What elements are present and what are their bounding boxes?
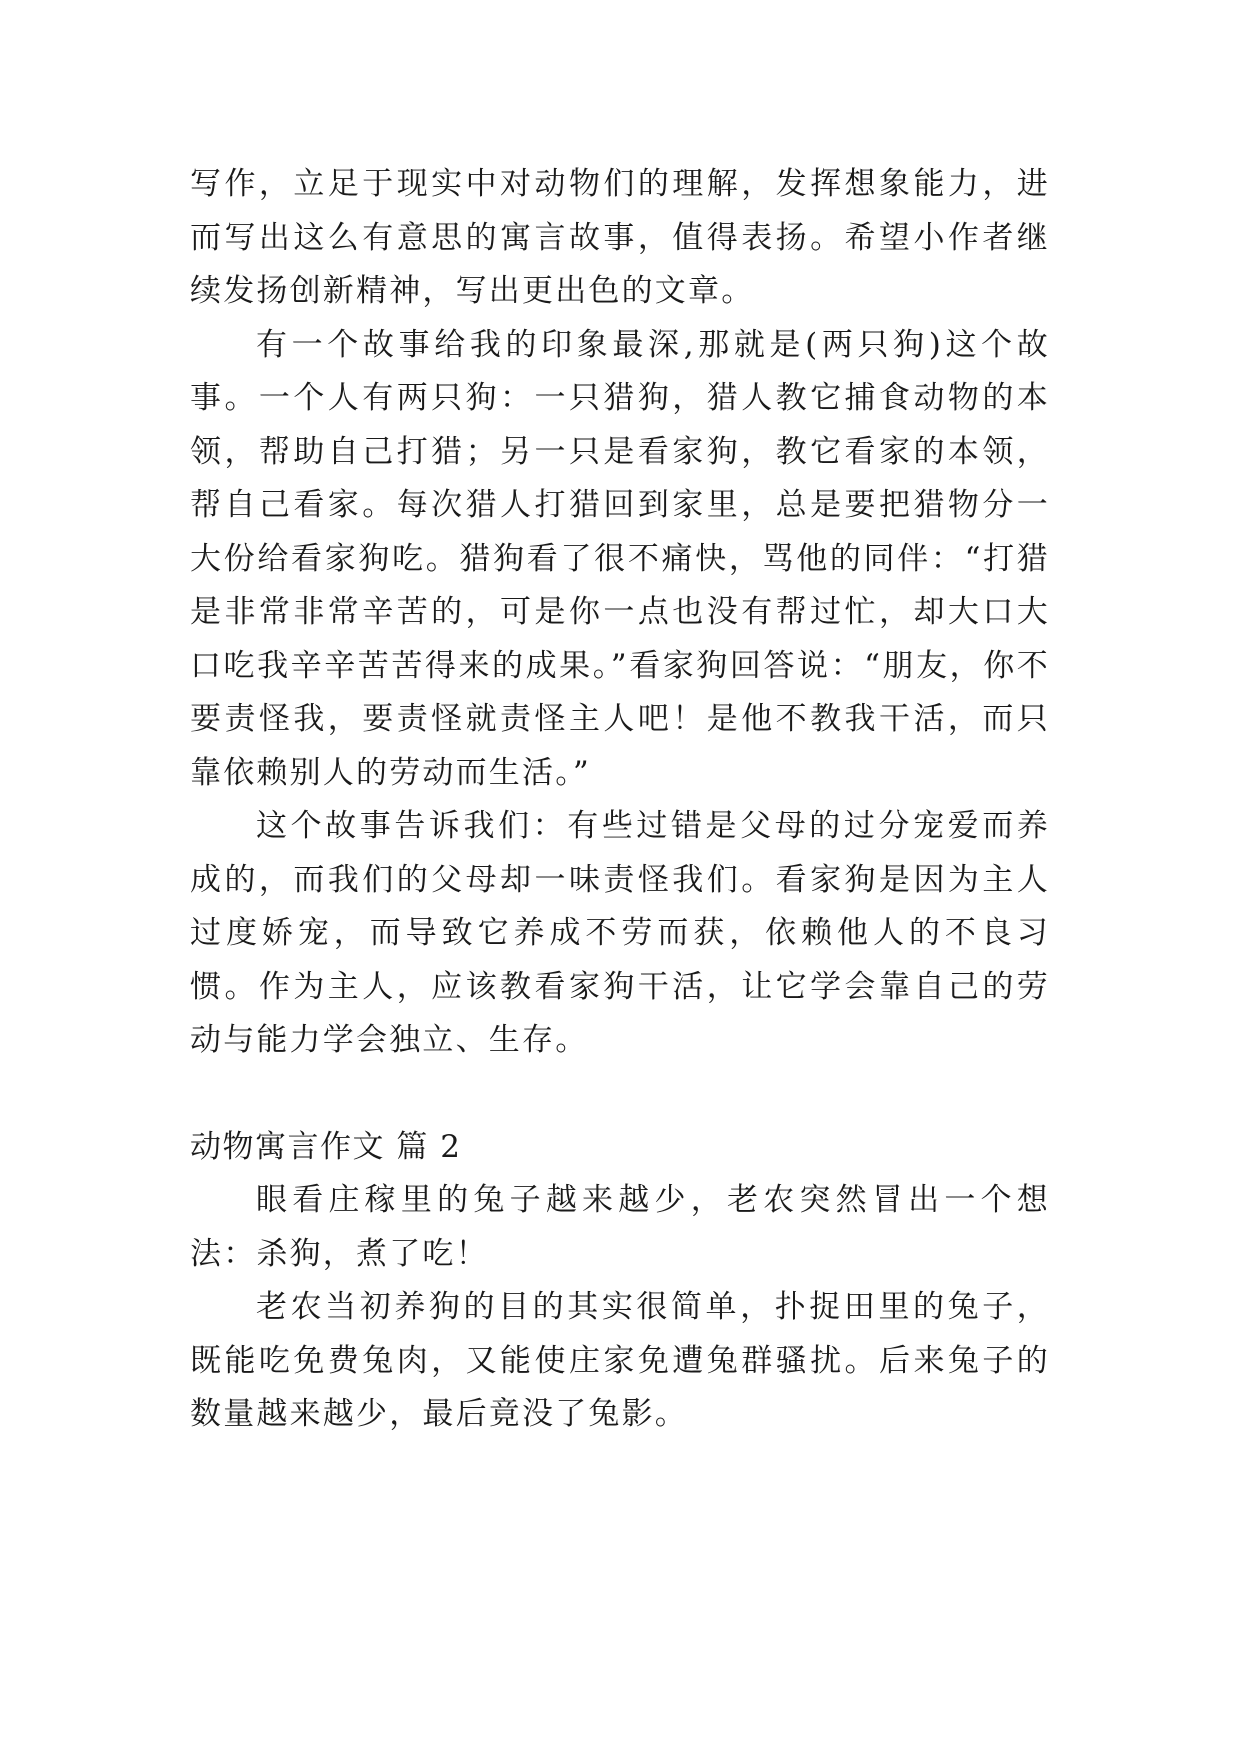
paragraph-two-dogs-story: 有一个故事给我的印象最深,那就是(两只狗)这个故事。一个人有两只狗：一只猎狗，猎人教它捕食动物的本领，帮助自己打猎；另一只是看家狗，教它看家的本领，帮自己看家。每次猎人打猎回到家里，总是要把猎物分一大份给看家狗吃。猎狗看了很不痛快，骂他的同伴：“打猎是非常非常辛苦的，可是你一点也没有帮过忙，却大口大口吃我辛辛苦苦得来的成果。”看家狗回答说：“朋友，你不要责怪我，要责怪就责怪主人吧！是他不教我干活，而只靠依赖别人的劳动而生活。” bbox=[190, 326, 1050, 791]
paragraph-farmer-idea: 眼看庄稼里的兔子越来越少，老农突然冒出一个想法：杀狗，煮了吃！ bbox=[190, 1182, 1050, 1272]
paragraph-continuation: 写作，立足于现实中对动物们的理解，发挥想象能力，进而写出这么有意思的寓言故事，值得表扬。希望小作者继续发扬创新精神，写出更出色的文章。 bbox=[190, 166, 1050, 309]
document-body bbox=[190, 158, 1050, 1442]
paragraph-farmer-dog-purpose: 老农当初养狗的目的其实很简单，扑捉田里的兔子，既能吃免费兔肉，又能使庄家免遭兔群骚扰。后来兔子的数量越来越少，最后竟没了兔影。 bbox=[190, 1289, 1050, 1432]
paragraph-story-moral: 这个故事告诉我们：有些过错是父母的过分宠爱而养成的，而我们的父母却一味责怪我们。看家狗是因为主人过度娇宠，而导致它养成不劳而获，依赖他人的不良习惯。作为主人，应该教看家狗干活，让它学会靠自己的劳动与能力学会独立、生存。 bbox=[190, 808, 1050, 1058]
section-spacer bbox=[190, 1068, 1050, 1121]
section-heading: 动物寓言作文 篇 2 bbox=[190, 1128, 462, 1165]
